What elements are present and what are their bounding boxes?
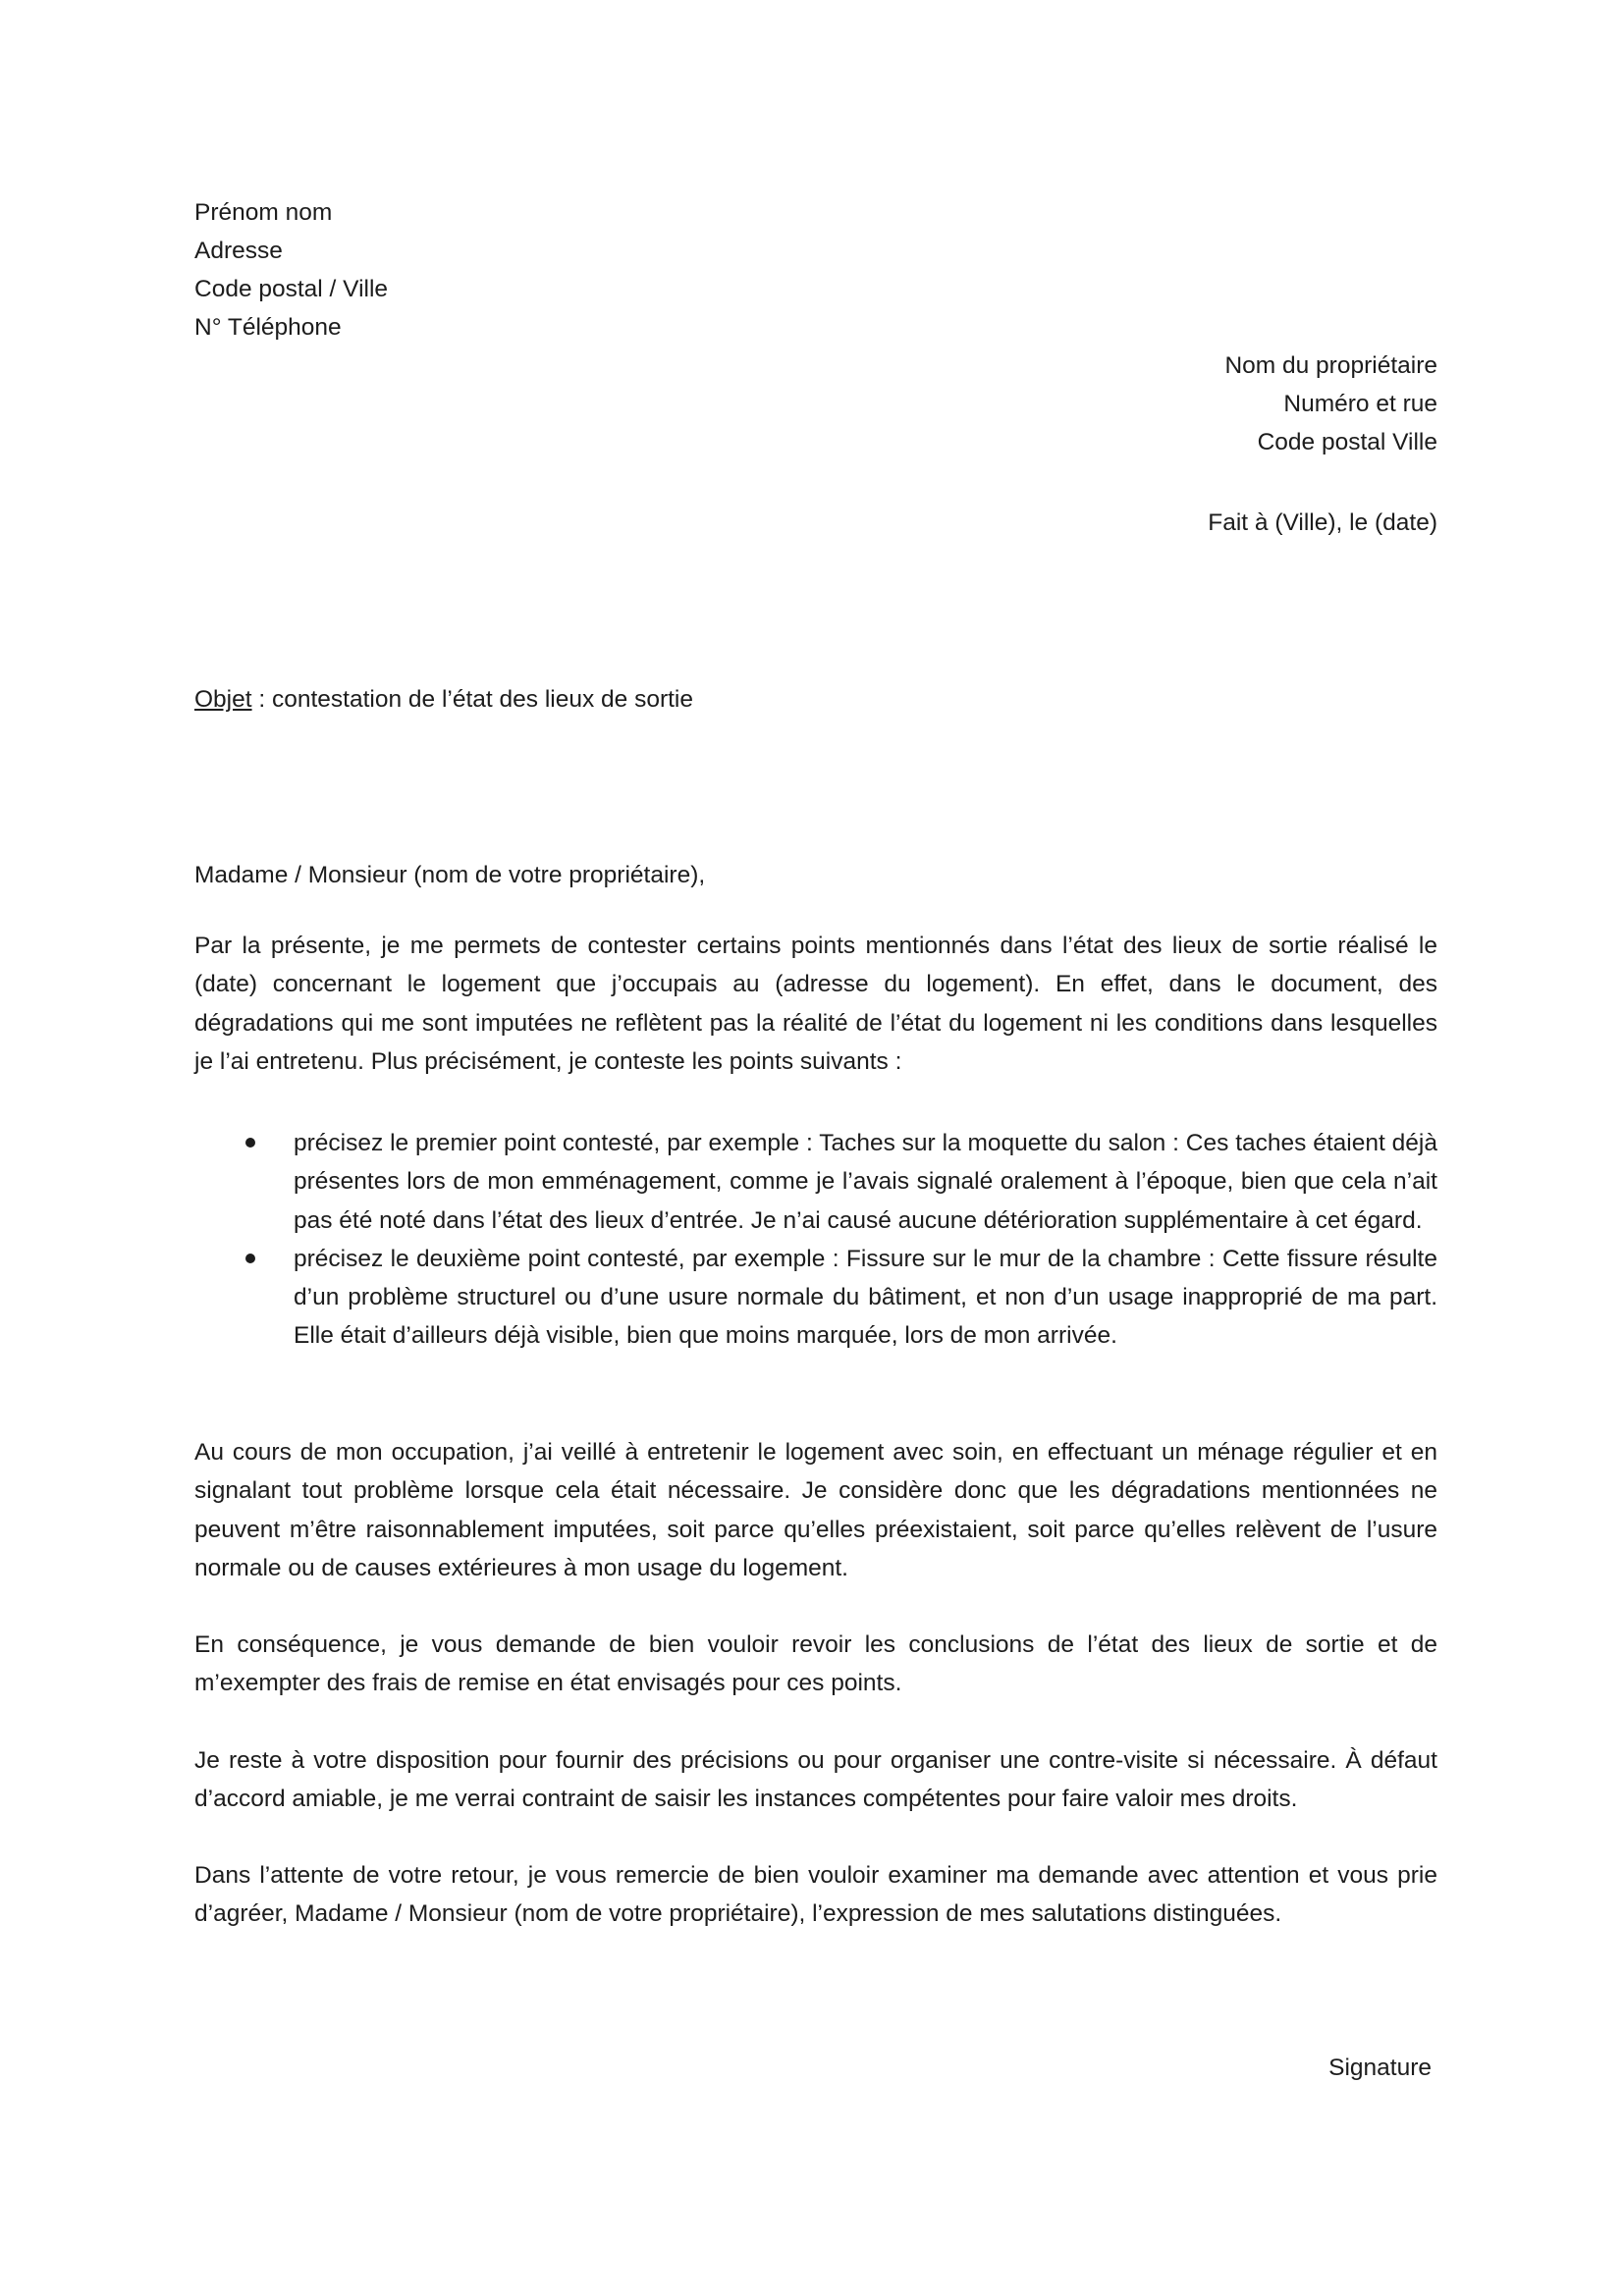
sender-city: Code postal / Ville xyxy=(194,276,389,302)
recipient-block xyxy=(1224,347,1437,461)
list-item xyxy=(194,1240,1437,1356)
subject-text: : contestation de l’état des lieux de sortie xyxy=(251,686,693,713)
availability-paragraph: Je reste à votre disposition pour fournir des précisions ou pour organiser une contre-visite si nécessaire. À défaut d’accord amiable, je me verrai contraint de saisir les instances compétentes pour faire valoir mes droits. xyxy=(194,1747,1437,1813)
subject-label: Objet xyxy=(194,686,252,713)
closing-paragraph: Dans l’attente de votre retour, je vous remercie de bien vouloir examiner ma demande avec attention et vous prie d’agréer, Madame / Monsieur (nom de votre propriétaire), l’expression de mes salutations distinguées. xyxy=(194,1862,1437,1928)
sender-name: Prénom nom xyxy=(194,199,333,226)
recipient-name: Nom du propriétaire xyxy=(1224,352,1437,379)
bullet-icon xyxy=(245,1138,255,1148)
subject-line xyxy=(194,680,693,719)
sender-block xyxy=(194,193,388,347)
list-item-text: précisez le premier point contesté, par exemple : Taches sur la moquette du salon : Ces taches étaient déjà présentes lors de mon emménagement, comme je l’avais signalé oralement à l’époque, bien que cela n’ait pas été noté dans l’état des lieux d’entrée. Je n’ai causé aucune détérioration supplémentaire à cet égard. xyxy=(294,1130,1437,1234)
recipient-street: Numéro et rue xyxy=(1283,391,1437,417)
list-item xyxy=(194,1124,1437,1240)
list-item-text: précisez le deuxième point contesté, par exemple : Fissure sur le mur de la chambre : Cette fissure résulte d’un problème structurel ou d’une usure normale du bâtiment, et non d’un usage inapproprié de ma part. Elle était d’ailleurs déjà visible, bien que moins marquée, lors de mon arrivée. xyxy=(294,1245,1437,1350)
date-place: Fait à (Ville), le (date) xyxy=(1208,509,1437,536)
occupation-paragraph: Au cours de mon occupation, j’ai veillé à entretenir le logement avec soin, en effectuant un ménage régulier et en signalant tout problème lorsque cela était nécessaire. Je considère donc que les dégradations mentionnées ne peuvent m’être raisonnablement imputées, soit parce qu’elles préexistaient, soit parce qu’elles relèvent de l’usure normale ou de causes extérieures à mon usage du logement. xyxy=(194,1439,1437,1581)
sender-phone: N° Téléphone xyxy=(194,314,342,341)
consequence-paragraph: En conséquence, je vous demande de bien vouloir revoir les conclusions de l’état des lieux de sortie et de m’exempter des frais de remise en état envisagés pour ces points. xyxy=(194,1631,1437,1697)
signature: Signature xyxy=(1328,2055,1432,2081)
intro-paragraph: Par la présente, je me permets de contester certains points mentionnés dans l’état des lieux de sortie réalisé le (date) concernant le logement que j’occupais au (adresse du logement). En effet, dans le document, des dégradations qui me sont imputées ne reflètent pas la réalité de l’état du logement ni les conditions dans lesquelles je l’ai entretenu. Plus précisément, je conteste les points suivants : xyxy=(194,933,1437,1075)
sender-address: Adresse xyxy=(194,238,283,264)
recipient-city: Code postal Ville xyxy=(1257,429,1437,455)
bullet-icon xyxy=(245,1254,255,1263)
salutation: Madame / Monsieur (nom de votre propriétaire), xyxy=(194,862,706,888)
contested-points-list xyxy=(194,1124,1437,1356)
